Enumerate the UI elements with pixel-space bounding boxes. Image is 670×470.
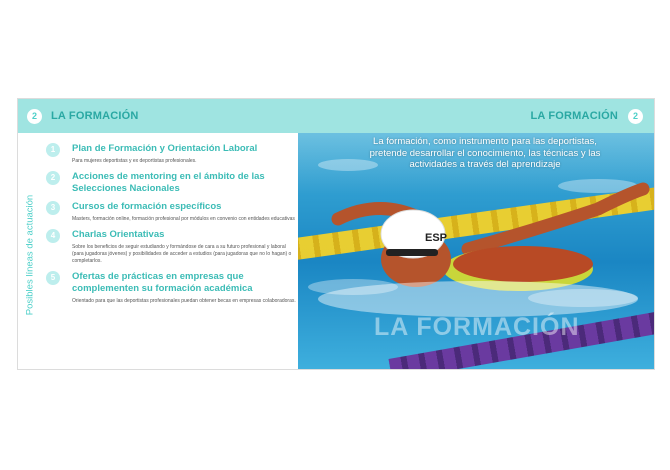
item-number: 2 [46,171,60,185]
item-number: 1 [46,143,60,157]
list-item [46,171,296,195]
section-number-badge: 2 [628,109,643,124]
left-page [18,99,298,370]
item-number: 5 [46,271,60,285]
right-page [298,99,655,370]
item-description: Para mujeres deportistas y ex deportistas profesionales. [72,158,197,164]
vertical-label [19,147,41,362]
item-description: Orientado para que las deportistas profesionales puedan obtener becas en empresas colaboradoras. [72,298,296,304]
item-title: Acciones de mentoring en el ámbito de las Selecciones Nacionales [72,171,265,194]
list-item [46,229,296,265]
cap-text: ESP [425,232,448,244]
brochure-spread [17,98,655,370]
vertical-label-text: Posibles líneas de actuación [24,194,36,315]
section-title: LA FORMACIÓN [530,110,618,122]
item-number: 4 [46,229,60,243]
left-page-header [18,99,298,133]
list-item [46,201,296,223]
section-number-badge: 2 [27,109,42,124]
action-lines-list [46,143,296,311]
item-title: Plan de Formación y Orientación Laboral [72,143,258,154]
item-title: Ofertas de prácticas en empresas que complementen su formación académica [72,271,253,294]
item-number: 3 [46,201,60,215]
item-title: Cursos de formación específicos [72,201,222,212]
item-description: Masters, formación online, formación profesional por módulos en convenio con entidades educativas [72,216,295,222]
item-title: Charlas Orientativas [72,229,165,240]
list-item [46,271,296,305]
right-page-header [298,99,655,133]
item-description: Sobre los beneficios de seguir estudiando y formándose de cara a su futuro profesional y laboral (para jugadoras jóvenes) y posibilidades de acceder a estudios (para jugadoras que no lo hagan) o completarlos. [72,244,292,264]
list-item [46,143,296,165]
section-title: LA FORMACIÓN [51,110,139,122]
intro-text: La formación, como instrumento para las deportistas, pretende desarrollar el conocimiento, las técnicas y las actividades a través del aprendizaje [369,136,601,170]
watermark-title: LA FORMACIÓN [374,313,580,341]
